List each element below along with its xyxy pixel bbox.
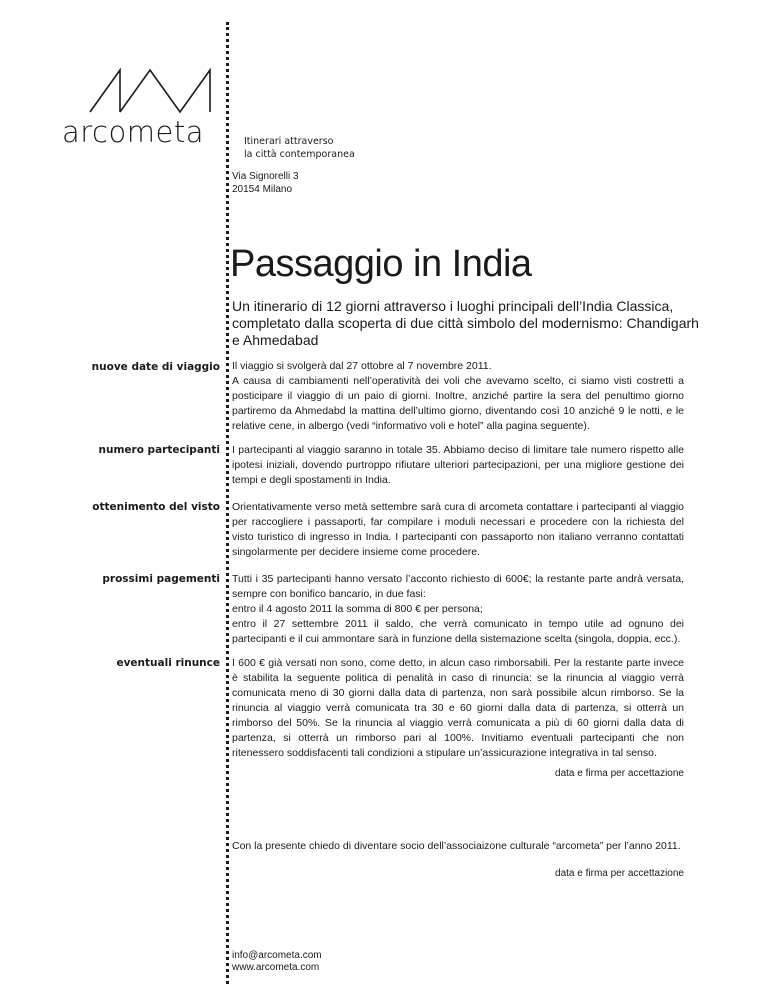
- paragraph: entro il 27 settembre 2011 il saldo, che verrà comunicato in tempo utile ad ognuno dei partecipanti e il cui ammontare sarà in funzione della sistemazione scelta (singola, doppia, ecc.).: [232, 618, 684, 645]
- tagline-line-1: Itinerari attraverso: [244, 136, 334, 147]
- section-body-payments: [232, 572, 684, 647]
- contact-email[interactable]: info@arcometa.com: [232, 950, 322, 961]
- membership-request: Con la presente chiedo di diventare socio dell’associaizone culturale “arcometa” per l’anno 2011.: [232, 840, 681, 852]
- paragraph: Orientativamente verso metà settembre sarà cura di arcometa contattare i partecipanti al viaggio per raccogliere i passaporti, far compilare i moduli necessari e procedere con la richiesta del visto turistico di ingresso in India. I partecipanti con passaporto non italiano verranno contattati singolarmente per decidere insieme come procedere.: [232, 501, 684, 558]
- section-label-dates: nuove date di viaggio: [91, 361, 220, 373]
- subtitle: Un itinerario di 12 giorni attraverso i luoghi principali dell’India Classica, completato dalla scoperta di due città simbolo del modernismo: Chandigarh e Ahmedabad: [232, 298, 699, 348]
- acceptance-signature-2: data e firma per accettazione: [555, 868, 684, 879]
- section-body-visa: [232, 500, 684, 560]
- paragraph: entro il 4 agosto 2011 la somma di 800 € per persona;: [232, 603, 483, 615]
- dotted-divider: [226, 22, 229, 984]
- section-body-dates: [232, 359, 684, 434]
- paragraph: I 600 € già versati non sono, come detto, in alcun caso rimborsabili. Per la restante parte invece è stabilita la seguente politica di penalità in caso di rinuncia: se la rinuncia al viaggio verrà comunicata meno di 30 giorni dalla data di partenza, non sarà possibile alcun rimborso. Se la rinuncia al viaggio verrà comunicata tra 30 e 60 giorni dalla data di partenza, si otterrà un rimborso del 50%. Se la rinuncia al viaggio verrà comunicata a più di 60 giorni dalla data di partenza, si otterrà un rimborso pari al 100%. Invitiamo eventuali partecipanti che non ritenessero soddisfacenti tali condizioni a stipulare un’assicurazione integrativa in tal senso.: [232, 657, 684, 759]
- tagline: [244, 135, 355, 161]
- acceptance-signature-1: data e firma per accettazione: [555, 768, 684, 779]
- logo-wordmark: arcometa: [62, 115, 204, 149]
- paragraph: Tutti i 35 partecipanti hanno versato l’acconto richiesto di 600€; la restante parte andrà versata, sempre con bonifico bancario, in due fasi:: [232, 573, 684, 600]
- address: [232, 170, 299, 196]
- paragraph: A causa di cambiamenti nell’operatività dei voli che avevamo scelto, ci siamo visti costretti a posticipare il viaggio di un paio di giorni. Inoltre, anziché partire la sera del penultimo giorno partiremo da Ahmedabd la mattina dell’ultimo giorno, diventando così 10 anziché 9 le notti, e le relative cene, in albergo (vedi “informativo voli e hotel” alla pagina seguente).: [232, 375, 684, 432]
- address-city: 20154 Milano: [232, 184, 293, 195]
- contact-website[interactable]: www.arcometa.com: [232, 962, 320, 973]
- section-label-payments: prossimi pagementi: [102, 573, 220, 585]
- section-label-cancellations: eventuali rinunce: [116, 657, 220, 669]
- paragraph: Il viaggio si svolgerà dal 27 ottobre al 7 novembre 2011.: [232, 360, 492, 372]
- paragraph: I partecipanti al viaggio saranno in totale 35. Abbiamo deciso di limitare tale numero rispetto alle ipotesi iniziali, dovendo purtroppo rifiutare ulteriori partecipazioni, per una migliore gestione dei tempi e degli spostamenti in India.: [232, 444, 684, 486]
- section-body-participants: [232, 443, 684, 488]
- tagline-line-2: la città contemporanea: [244, 149, 355, 160]
- page-title: Passaggio in India: [230, 243, 532, 285]
- section-body-cancellations: [232, 656, 684, 761]
- address-street: Via Signorelli 3: [232, 171, 299, 182]
- section-label-participants: numero partecipanti: [98, 444, 220, 456]
- section-label-visa: ottenimento del visto: [92, 501, 220, 513]
- contacts: [232, 950, 322, 974]
